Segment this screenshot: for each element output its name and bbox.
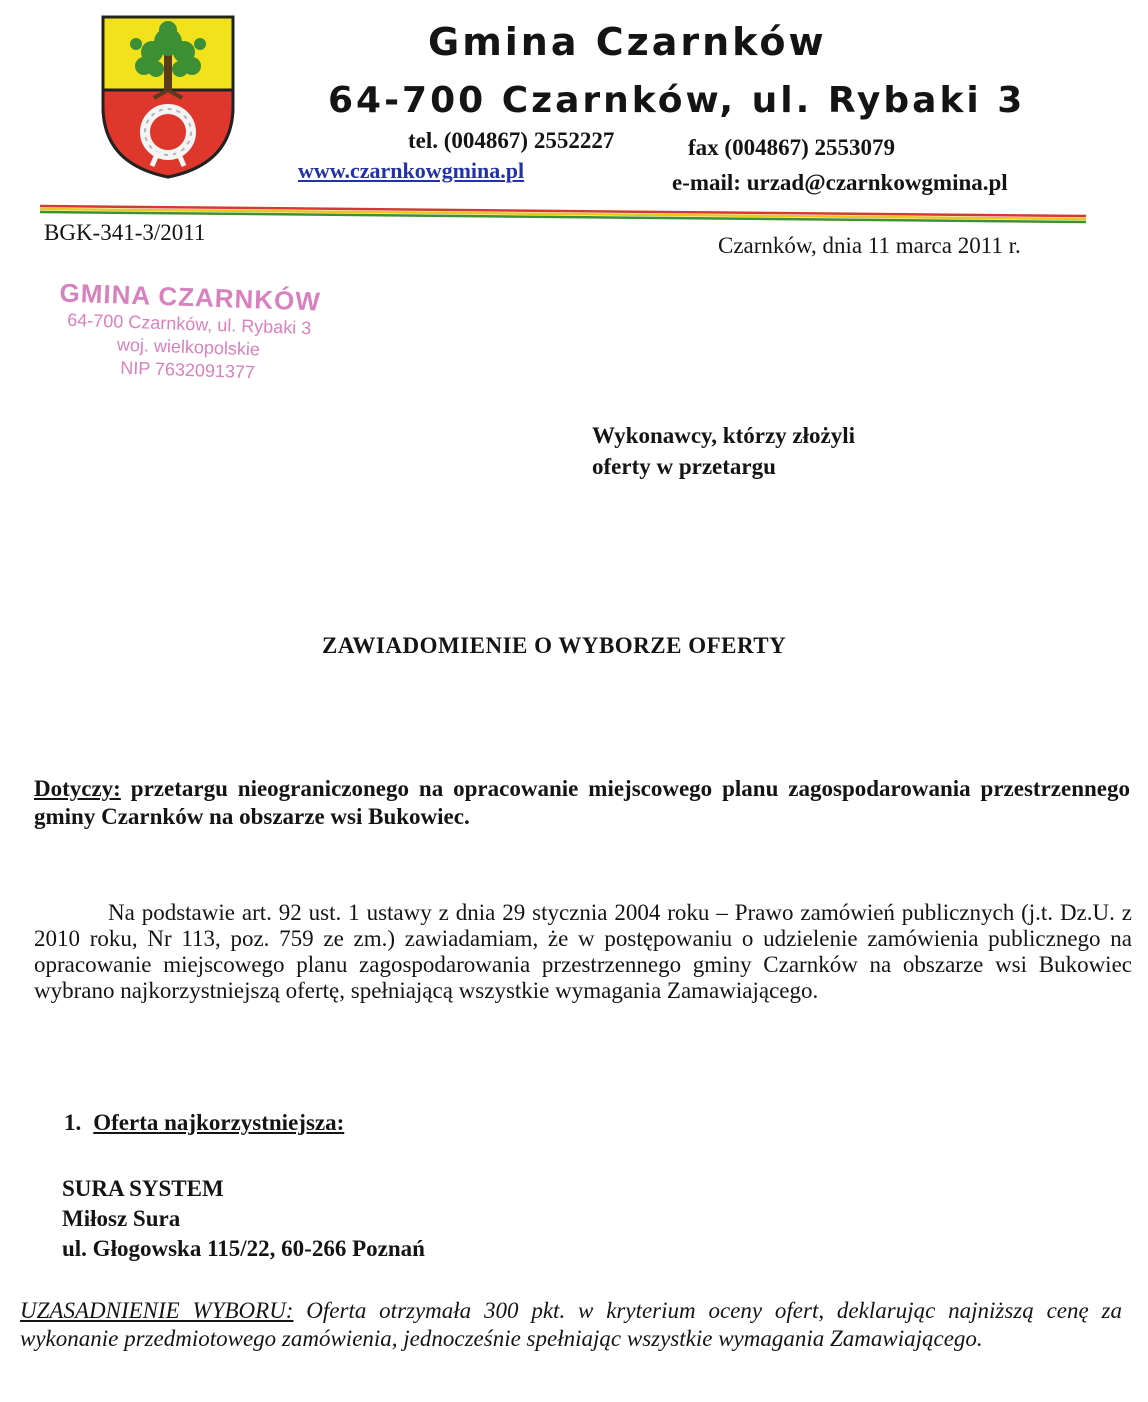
recipient-line: Wykonawcy, którzy złożyli bbox=[592, 423, 855, 448]
regarding-text: przetargu nieograniczonego na opracowanie miejscowego planu zagospodarowania przestrzennego gminy Czarnków na obszarze wsi Bukowiec. bbox=[34, 776, 1130, 829]
offer-heading bbox=[64, 1110, 344, 1136]
document-date: Czarnków, dnia 11 marca 2011 r. bbox=[718, 233, 1021, 258]
offer-label: Oferta najkorzystniejsza: bbox=[93, 1110, 345, 1135]
fax-number: fax (004867) 2553079 bbox=[688, 135, 895, 160]
coat-of-arms-icon bbox=[100, 14, 236, 180]
municipality-name: Gmina Czarnków bbox=[428, 20, 827, 64]
regarding-label: Dotyczy: bbox=[34, 776, 121, 801]
winner-person: Miłosz Sura bbox=[62, 1206, 181, 1231]
justification-paragraph bbox=[20, 1297, 1122, 1353]
winner-company: SURA SYSTEM bbox=[62, 1176, 224, 1201]
stamp-line: GMINA CZARNKÓW bbox=[59, 277, 322, 317]
email-address: e-mail: urzad@czarnkowgmina.pl bbox=[672, 170, 1008, 195]
municipality-address: 64-700 Czarnków, ul. Rybaki 3 bbox=[328, 80, 1026, 121]
winner-block bbox=[62, 1174, 425, 1264]
website-link[interactable]: www.czarnkowgmina.pl bbox=[298, 158, 525, 183]
recipient-line: oferty w przetargu bbox=[592, 454, 776, 479]
office-stamp bbox=[32, 277, 345, 388]
recipient-block bbox=[592, 420, 855, 482]
stamp-line: woj. wielkopolskie bbox=[116, 334, 261, 360]
body-paragraph: Na podstawie art. 92 ust. 1 ustawy z dnia 29 stycznia 2004 roku – Prawo zamówień publicznych (j.t. Dz.U. z 2010 roku, Nr 113, poz. 759 ze zm.) zawiadamiam, że w postępowaniu o udzielenie zamówienia publicznego na opracowanie miejscowego planu zagospodarowania przestrzennego gminy Czarnków na obszarze wsi Bukowiec wybrano najkorzystniejszą ofertę, spełniającą wszystkie wymagania Zamawiającego. bbox=[34, 900, 1132, 1003]
justification-label: UZASADNIENIE WYBORU: bbox=[20, 1298, 294, 1323]
stamp-line: 64-700 Czarnków, ul. Rybaki 3 bbox=[66, 309, 312, 339]
justification-text: Oferta otrzymała 300 pkt. w kryterium oceny ofert, deklarując najniższą cenę za wykonanie przedmiotowego zamówienia, jednocześnie spełniając wszystkie wymagania Zamawiającego. bbox=[20, 1298, 1122, 1351]
document-title: ZAWIADOMIENIE O WYBORZE OFERTY bbox=[322, 633, 787, 658]
winner-address: ul. Głogowska 115/22, 60-266 Poznań bbox=[62, 1236, 425, 1261]
phone-number: tel. (004867) 2552227 bbox=[408, 128, 615, 153]
regarding-paragraph bbox=[34, 775, 1130, 831]
reference-number: BGK-341-3/2011 bbox=[44, 220, 206, 245]
stamp-line: NIP 7632091377 bbox=[119, 357, 256, 383]
offer-number: 1. bbox=[64, 1110, 82, 1135]
